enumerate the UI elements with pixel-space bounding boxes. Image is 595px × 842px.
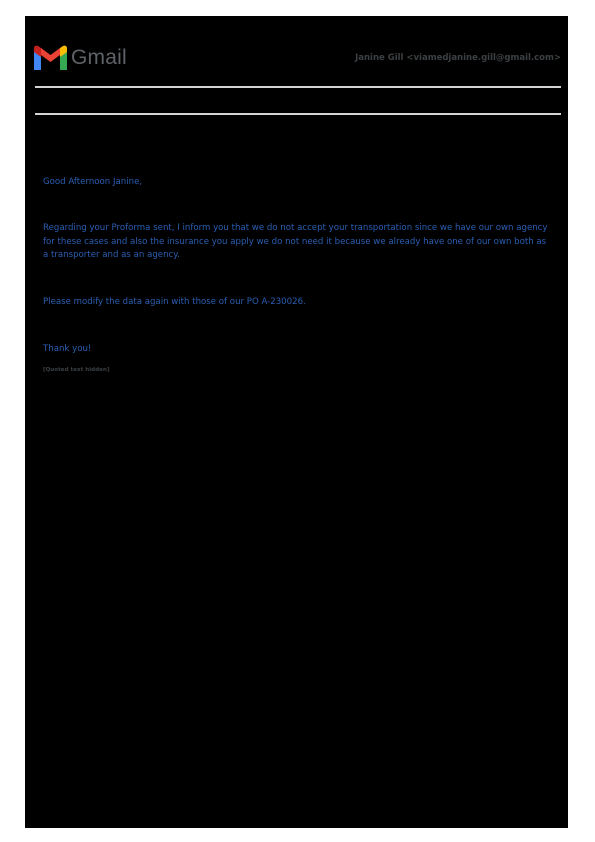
printed-email-page [25,16,568,828]
account-email: Janine Gill <viamedjanine.gill@gmail.com> [355,53,561,63]
divider-top [35,86,561,88]
message-greeting: Good Afternoon Janine, [43,177,143,187]
gmail-logo-icon [34,45,67,70]
message-paragraph-1: Regarding your Proforma sent, I inform you that we do not accept your transportation since we have our own agency for these cases and also the insurance you apply we do not need it because we already have one of our own both as a transporter and as an agency. [43,223,548,260]
gmail-wordmark: Gmail [71,46,127,69]
message-paragraph-2: Please modify the data again with those of our PO A-230026. [43,297,306,307]
message-closing: Thank you! [43,344,92,354]
quoted-text-toggle[interactable]: [Quoted text hidden] [43,367,110,373]
divider-subject [35,113,561,115]
